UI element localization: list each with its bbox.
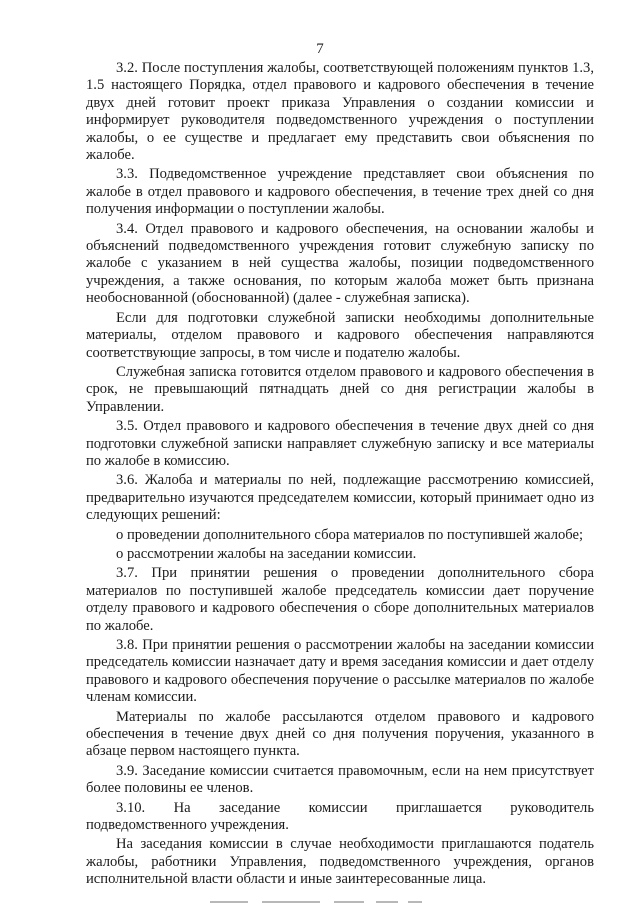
paragraph-3-8-materials-distribution: Материалы по жалобе рассылаются отделом правового и кадрового обеспечения в течение двух дней со дня получения поручения, указанного в абзаце первом настоящего пункта. [86, 708, 594, 760]
paragraph-3-6: 3.6. Жалоба и материалы по ней, подлежащие рассмотрению комиссией, предварительно изучаются председателем комиссии, который принимает одно из следующих решений: [86, 472, 594, 524]
paragraph-3-6-option-additional-collection: о проведении дополнительного сбора материалов по поступившей жалобе; [116, 526, 584, 543]
paragraph-3-10: 3.10. На заседание комиссии приглашается руководитель подведомственного учреждения. [86, 799, 594, 834]
paragraph-3-2: 3.2. После поступления жалобы, соответствующей положениям пунктов 1.3, 1.5 настоящего Порядка, отдел правового и кадрового обеспечения в течение двух дней готовит проект приказа Управления о создании комиссии и информирует руководителя подведомственного учреждения о поступлении жалобы, о ее существе и предлагает ему представить свои объяснения по жалобе. [86, 60, 594, 164]
paragraph-3-4-additional-materials: Если для подготовки служебной записки необходимы дополнительные материалы, отделом правового и кадрового обеспечения направляются соответствующие запросы, в том числе и подателю жалобы. [86, 309, 594, 361]
paragraph-3-6-option-consideration: о рассмотрении жалобы на заседании комиссии. [116, 545, 417, 562]
paragraph-3-4-memo-deadline: Служебная записка готовится отделом правового и кадрового обеспечения в срок, не превышающий пятнадцать дней со дня регистрации жалобы в Управлении. [86, 363, 594, 415]
paragraph-3-7: 3.7. При принятии решения о проведении дополнительного сбора материалов по поступившей жалобе председатель комиссии дает поручение отделу правового и кадрового обеспечения о сборе дополнительных материалов по жалобе. [86, 565, 594, 634]
paragraph-3-10-invitees: На заседания комиссии в случае необходимости приглашаются податель жалобы, работники Управления, подведомственного учреждения, органов исполнительной власти области и иные заинтересованные лица. [86, 836, 594, 888]
page-number: 7 [316, 41, 324, 57]
paragraph-3-9: 3.9. Заседание комиссии считается правомочным, если на нем присутствует более половины ее членов. [86, 762, 594, 797]
paragraph-3-4: 3.4. Отдел правового и кадрового обеспечения, на основании жалобы и объяснений подведомственного учреждения готовит служебную записку по жалобе с указанием в ней существа жалобы, позиции подведомственного учреждения, а также основания, по которым жалоба может быть признана необоснованной (обоснованной) (далее - служебная записка). [86, 220, 594, 307]
footer-scan-marks [210, 899, 430, 905]
paragraph-3-3: 3.3. Подведомственное учреждение представляет свои объяснения по жалобе в отдел правового и кадрового обеспечения, в течение трех дней со дня получения информации о поступлении жалобы. [86, 166, 594, 218]
paragraph-3-5: 3.5. Отдел правового и кадрового обеспечения в течение двух дней со дня подготовки служебной записки направляет служебную записку и все материалы по жалобе в комиссию. [86, 418, 594, 469]
paragraph-3-8: 3.8. При принятии решения о рассмотрении жалобы на заседании комиссии председатель комиссии назначает дату и время заседания комиссии и дает отделу правового и кадрового обеспечения поручение о рассылке материалов по жалобе членам комиссии. [86, 637, 594, 706]
document-body [86, 60, 594, 889]
